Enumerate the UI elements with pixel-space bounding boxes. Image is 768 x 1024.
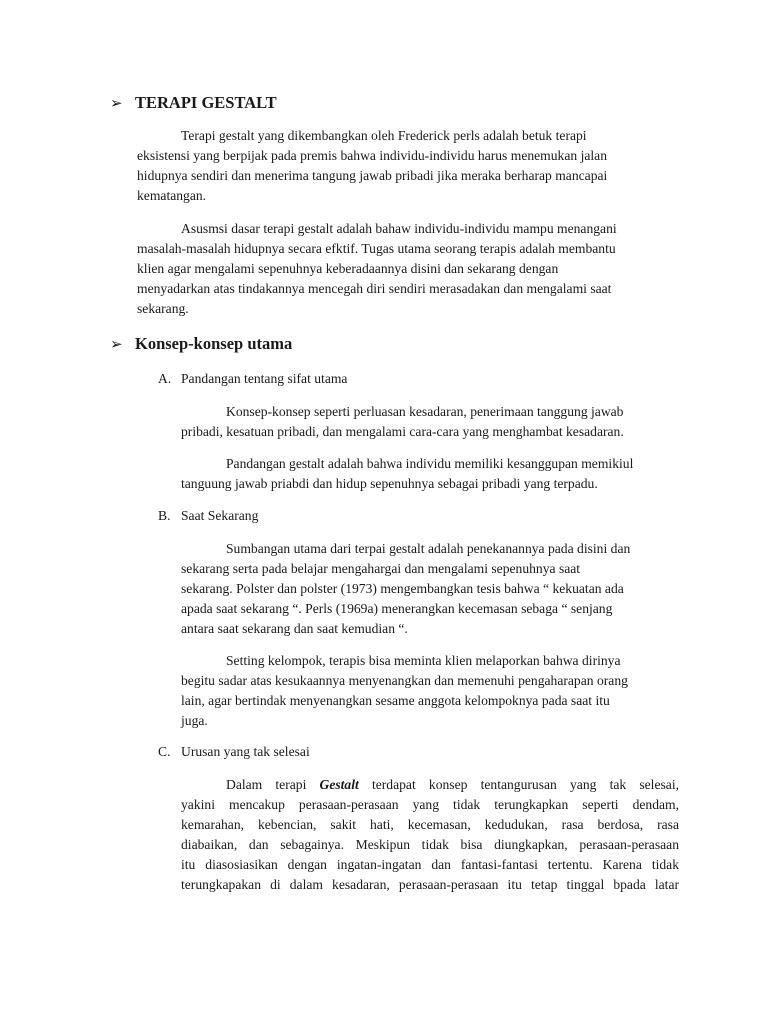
paragraph-c-1 bbox=[181, 775, 679, 895]
text-line: sekarang. bbox=[137, 301, 189, 316]
text-line: sekarang serta pada belajar mengahargai dan mengalami sepenuhnya saat bbox=[181, 561, 581, 576]
text-line: yakini mencakup perasaan-perasaan yang tidak terungkapkan seperti dendam, bbox=[181, 797, 679, 812]
text-line: Sumbangan utama dari terpai gestalt adalah penekanannya pada disini dan bbox=[226, 541, 631, 556]
list-item-b bbox=[158, 506, 258, 526]
list-item-title: Saat Sekarang bbox=[181, 508, 259, 523]
text-line: Konsep-konsep seperti perluasan kesadaran, penerimaan tanggung jawab bbox=[226, 404, 624, 419]
paragraph-a-1 bbox=[181, 402, 676, 442]
list-marker: A. bbox=[158, 371, 172, 386]
list-item-title: Pandangan tentang sifat utama bbox=[181, 371, 348, 386]
section-heading-terapi-gestalt: ➢ TERAPI GESTALT bbox=[110, 93, 277, 112]
text-line: Asusmsi dasar terapi gestalt adalah bahaw individu-individu mampu menangani bbox=[181, 221, 617, 236]
paragraph-intro-1 bbox=[137, 126, 657, 206]
text-line: Terapi gestalt yang dikembangkan oleh Frederick perls adalah betuk terapi bbox=[181, 128, 587, 143]
text-line: Pandangan gestalt adalah bahwa individu memiliki kesanggupan memikiul bbox=[226, 456, 634, 471]
text-line: tanguung jawab priabdi dan hidup sepenuhnya sebagai pribadi yang terpadu. bbox=[181, 476, 598, 491]
text-line: kemarahan, kebencian, sakit hati, kecemasan, kedudukan, rasa berdosa, rasa bbox=[181, 817, 679, 832]
paragraph-a-2 bbox=[181, 454, 676, 494]
text-line: begitu sadar atas kesukaannya menyenangkan dan memenuhi pengaharapan orang bbox=[181, 673, 628, 688]
text-line: menyadarkan atas tindakannya mencegah diri sendiri merasadakan dan mengalami saat bbox=[137, 281, 612, 296]
paragraph-intro-2 bbox=[137, 219, 657, 319]
text-line: juga. bbox=[181, 713, 208, 728]
text-line: klien agar mengalami sepenuhnya keberadaannya disini dan sekarang dengan bbox=[137, 261, 559, 276]
paragraph-b-2 bbox=[181, 651, 676, 731]
text-line: hidupnya sendiri dan menerima tangung jawab pribadi jika meraka berharap mancapai bbox=[137, 168, 608, 183]
text-line: lain, agar bertindak menyenangkan sesame anggota kelompoknya pada saat itu bbox=[181, 693, 610, 708]
list-item-a bbox=[158, 369, 347, 389]
text-line: antara saat sekarang dan saat kemudian “. bbox=[181, 621, 408, 636]
text-line: Dalam terapi Gestalt terdapat konsep tentangurusan yang tak selesai, bbox=[226, 777, 679, 792]
arrow-bullet-icon: ➢ bbox=[110, 96, 123, 112]
text-line: masalah-masalah hidupnya secara efktif. Tugas utama seorang terapis adalah membantu bbox=[137, 241, 616, 256]
text-line: diabaikan, dan sebagainya. Meskipun tidak bisa diungkapkan, perasaan-perasaan bbox=[181, 837, 679, 852]
list-item-title: Urusan yang tak selesai bbox=[181, 744, 310, 759]
list-marker: C. bbox=[158, 744, 171, 759]
list-item-c bbox=[158, 742, 310, 762]
text-line: pribadi, kesatuan pribadi, dan mengalami cara-cara yang menghambat kesadaran. bbox=[181, 424, 624, 439]
section-heading-konsep-utama: ➢ Konsep-konsep utama bbox=[110, 334, 293, 353]
text-line: sekarang. Polster dan polster (1973) mengembangkan tesis bahwa “ kekuatan ada bbox=[181, 581, 624, 596]
emphasized-term: Gestalt bbox=[319, 777, 359, 792]
text-line: itu diasosiasikan dengan ingatan-ingatan dan fantasi-fantasi tertentu. Karena tidak bbox=[181, 857, 679, 872]
paragraph-b-1 bbox=[181, 539, 676, 639]
list-marker: B. bbox=[158, 508, 171, 523]
text-line: eksistensi yang berpijak pada premis bahwa individu-individu harus menemukan jalan bbox=[137, 148, 607, 163]
arrow-bullet-icon: ➢ bbox=[110, 337, 123, 353]
text-line: apada saat sekarang “. Perls (1969a) menerangkan kecemasan sebaga “ senjang bbox=[181, 601, 613, 616]
text-line: kematangan. bbox=[137, 188, 207, 203]
text-line: Setting kelompok, terapis bisa meminta klien melaporkan bahwa dirinya bbox=[226, 653, 621, 668]
text-line: terungkapakan di dalam kesadaran, perasaan-perasaan itu tetap tinggal bpada latar bbox=[181, 877, 679, 892]
